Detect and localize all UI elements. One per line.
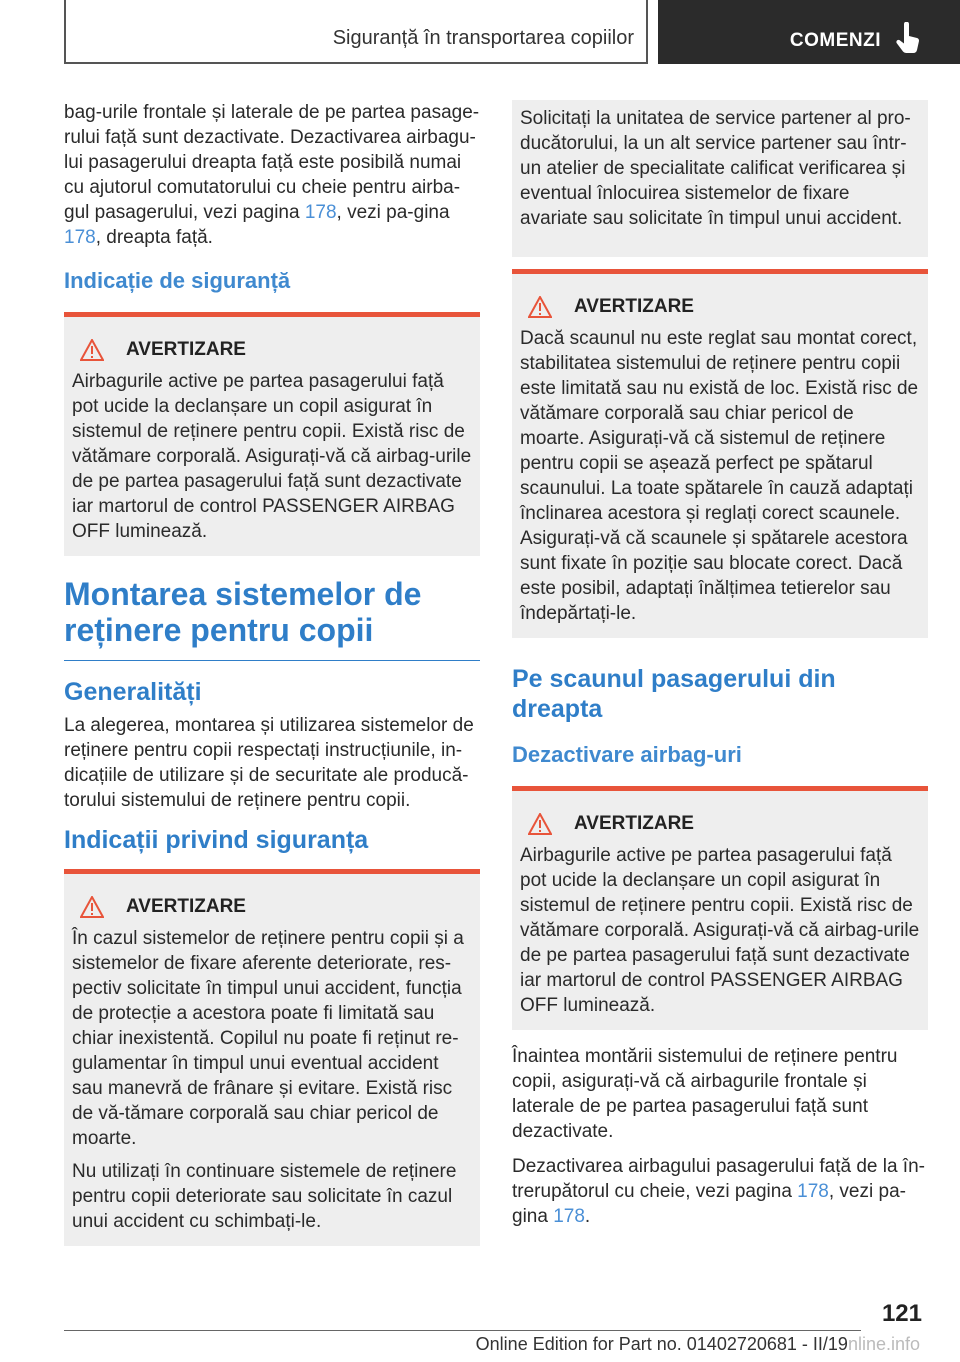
paragraph-deactivation: Dezactivarea airbagului pasagerului față de la în-trerupătorul cu cheie, vezi pagina 178, vezi pa-gina 178. bbox=[512, 1156, 925, 1227]
warning-triangle-icon bbox=[80, 896, 104, 918]
footer-divider bbox=[64, 1330, 861, 1331]
footer-edition: Online Edition for Part no. 01402720681 - II/19nline.info bbox=[475, 1334, 920, 1354]
heading-general: Generalități bbox=[64, 678, 202, 706]
header-title: Siguranță în transportarea copiilor bbox=[332, 27, 634, 49]
heading-safety-note: Indicație de siguranță bbox=[64, 268, 291, 293]
page-link[interactable]: 178 bbox=[553, 1206, 585, 1227]
warning-text: Airbagurile active pe partea pasagerului față pot ucide la declanșare un copil asigurat în sistemul de reținere pentru copii. Există risc de vătămare corporală. Asigurați-vă că airbag-urile de pe partea pasagerului față sunt dezactivate iar martorul de control PASSENGER AIRBAG OFF luminează. bbox=[72, 371, 472, 542]
warning-text: Airbagurile active pe partea pasagerului față pot ucide la declanșare un copil asigurat în sistemul de reținere pentru copii. Există risc de vătămare corporală. Asigurați-vă că airbag-urile de pe partea pasagerului față sunt dezactivate iar martorul de control PASSENGER AIRBAG OFF luminează. bbox=[520, 845, 920, 1016]
heading-safety-instructions: Indicații privind siguranța bbox=[64, 826, 369, 854]
header-tab-label: COMENZI bbox=[789, 30, 881, 51]
page-link[interactable]: 178 bbox=[797, 1181, 829, 1202]
warning-text: Dacă scaunul nu este reglat sau montat corect, stabilitatea sistemului de reținere pentru copii este limitată sau nu există de loc. Există risc de vătămare corporală sau chiar pericol de moarte. Asigurați-vă că sistemul de reținere pentru copii se așează perfect pe spătarul scaunului. La toate spătarele în cauză adaptați înclinarea acestora și reglați corect scaunele. Asigurați-vă că scaunele și spătarele acestora sunt fixate în poziție sau blocate corect. Dacă este posibil, adaptați înălțimea tetierelor sau îndepărtați-le. bbox=[520, 328, 919, 624]
warning-triangle-icon bbox=[528, 813, 552, 835]
watermark: nline.info bbox=[847, 1334, 920, 1354]
paragraph-before-mounting: Înaintea montării sistemului de reținere pentru copii, asigurați-vă că airbagurile frontale și laterale de pe partea pasagerului față sunt dezactivate. bbox=[512, 1046, 898, 1142]
heading-deactivate-airbags: Dezactivare airbag-uri bbox=[512, 742, 742, 767]
info-box bbox=[512, 100, 928, 257]
warning-title: AVERTIZARE bbox=[574, 296, 694, 317]
info-text: Solicitați la unitatea de service partener al pro-ducătorului, la un alt service partener sau într-un atelier de specialitate calificat verificarea și eventual înlocuirea sistemelor de fixare avariate sau solicitate în timpul unui accident. bbox=[520, 108, 911, 229]
warning-title: AVERTIZARE bbox=[574, 813, 694, 834]
heading-passenger-seat: Pe scaunul pasagerului din dreapta bbox=[512, 665, 836, 723]
page-link[interactable]: 178 bbox=[64, 227, 96, 248]
page-number: 121 bbox=[881, 1300, 922, 1327]
warning-text: În cazul sistemelor de reținere pentru copii și a sistemelor de fixare aferente deteriorate, res-pectiv solicitate în timpul unui accident, funcția de protecție a acestora poate fi limitată sau chiar inexistentă. Copilul nu poate fi reținut re-gulamentar în timpul unui eventual accident sau manevră de frânare și evitare. Există risc de vă-tămare corporală sau chiar pericol de moarte. bbox=[72, 928, 464, 1149]
general-paragraph: La alegerea, montarea și utilizarea sistemelor de reținere pentru copii respectați instrucțiunile, in-dicațiile de utilizare și de securitate ale producă-torului sistemului de reținere pentru copii. bbox=[64, 715, 474, 811]
warning-box bbox=[512, 269, 928, 638]
heading-main: Montarea sistemelor de reținere pentru copii bbox=[64, 576, 480, 661]
page-link[interactable]: 178 bbox=[304, 202, 337, 223]
warning-triangle-icon bbox=[80, 339, 104, 361]
hand-pointer-icon bbox=[895, 22, 923, 56]
warning-triangle-icon bbox=[528, 296, 552, 318]
left-column bbox=[64, 100, 480, 1258]
intro-paragraph: bag-urile frontale și laterale de pe partea pasage-rului față sunt dezactivate. Dezactivarea airbagu-lui pasagerului dreapta față este posibilă numai cu ajutorul comutatorului cu cheie pentru airba-gul pasagerului, vezi pagina 178, vezi pa-gina 178, dreapta față. bbox=[64, 102, 480, 248]
right-column bbox=[512, 100, 928, 1239]
warning-text: Nu utilizați în continuare sistemele de reținere pentru copii deteriorate sau solicitate în cazul unui accident cu schimbați-le. bbox=[72, 1161, 457, 1232]
warning-box bbox=[64, 869, 480, 1246]
header-title-box bbox=[64, 0, 648, 64]
warning-title: AVERTIZARE bbox=[126, 896, 246, 917]
warning-box bbox=[64, 312, 480, 556]
warning-title: AVERTIZARE bbox=[126, 339, 246, 360]
header-tab-comenzi[interactable] bbox=[658, 0, 960, 64]
warning-box bbox=[512, 786, 928, 1030]
